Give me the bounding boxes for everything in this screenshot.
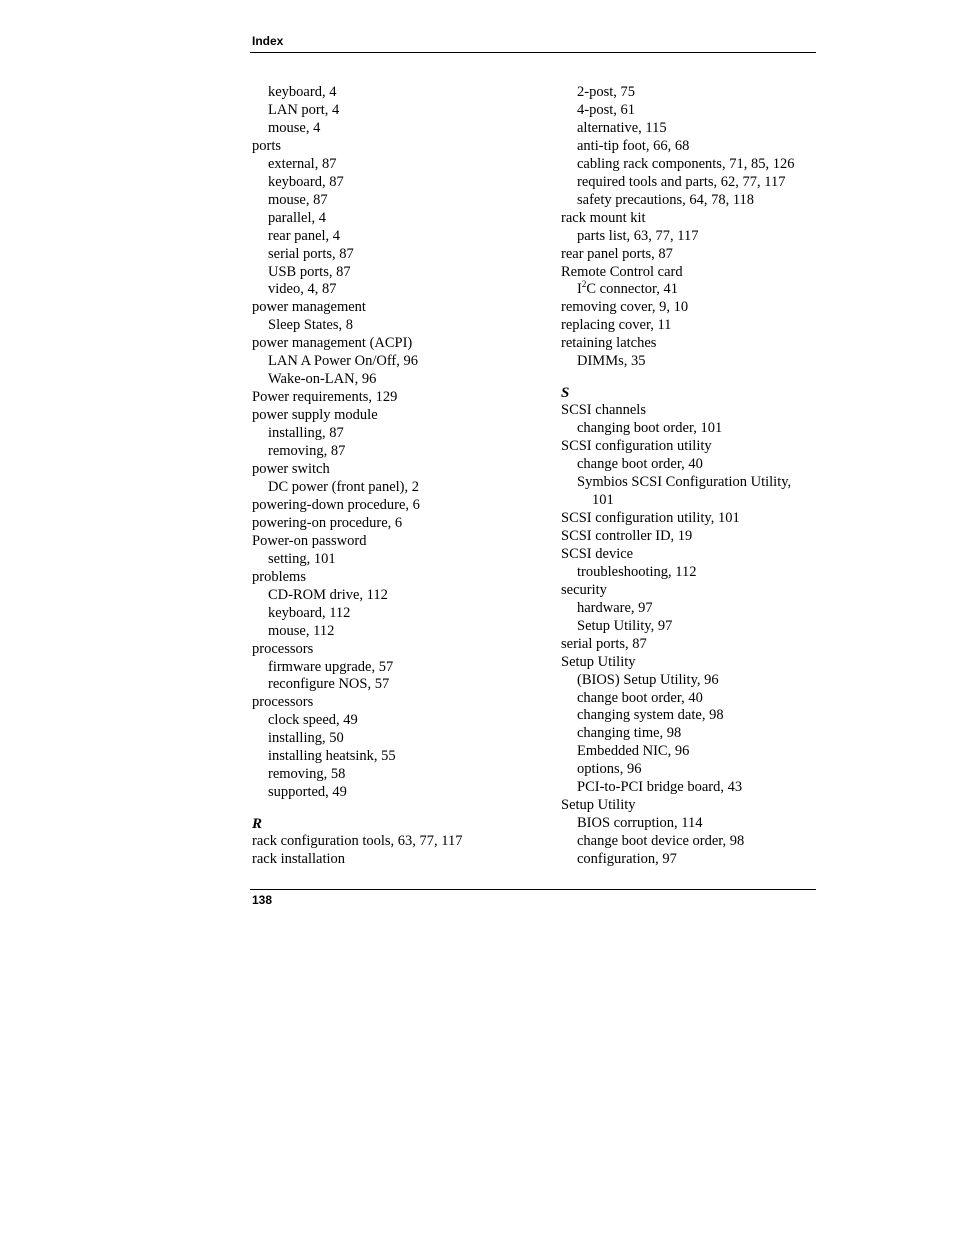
index-subentry: LAN A Power On/Off, 96 <box>268 353 418 370</box>
index-subentry: Wake-on-LAN, 96 <box>268 371 377 388</box>
index-subentry: 4-post, 61 <box>577 101 635 118</box>
running-header: Index <box>252 34 284 48</box>
index-subentry: troubleshooting, 112 <box>577 563 697 580</box>
index-subentry: keyboard, 112 <box>268 604 351 621</box>
index-column-right <box>561 84 823 869</box>
index-subentry: DC power (front panel), 2 <box>268 478 419 495</box>
index-entry: Power requirements, 129 <box>252 389 398 406</box>
index-subentry: installing heatsink, 55 <box>268 748 396 765</box>
index-subentry: safety precautions, 64, 78, 118 <box>577 191 755 208</box>
index-subentry: BIOS corruption, 114 <box>577 815 703 832</box>
index-subentry: changing system date, 98 <box>577 707 724 724</box>
index-entry: processors <box>252 694 314 711</box>
index-entry: Power-on password <box>252 532 367 549</box>
index-subentry-continuation: 101 <box>592 492 614 509</box>
index-subentry: installing, 50 <box>268 730 344 747</box>
index-entry: security <box>561 581 607 598</box>
index-subentry: mouse, 87 <box>268 191 328 208</box>
index-subentry: changing time, 98 <box>577 725 682 742</box>
index-subentry: anti-tip foot, 66, 68 <box>577 137 690 154</box>
page-number: 138 <box>252 893 273 907</box>
index-subentry: LAN port, 4 <box>268 101 340 118</box>
index-entry: power switch <box>252 461 330 478</box>
index-letter-heading: R <box>252 816 263 833</box>
index-subentry: USB ports, 87 <box>268 263 351 280</box>
index-entry: Setup Utility <box>561 653 636 670</box>
index-subentry: Setup Utility, 97 <box>577 617 673 634</box>
index-subentry: change boot device order, 98 <box>577 833 745 850</box>
index-subentry: changing boot order, 101 <box>577 420 723 437</box>
index-subentry: keyboard, 4 <box>268 84 337 100</box>
index-column-left <box>252 84 514 869</box>
index-subentry: mouse, 112 <box>268 622 335 639</box>
index-entry: processors <box>252 640 314 657</box>
index-subentry: external, 87 <box>268 155 337 172</box>
index-subentry: options, 96 <box>577 761 642 778</box>
index-entry: Remote Control card <box>561 263 683 280</box>
index-subentry: required tools and parts, 62, 77, 117 <box>577 173 786 190</box>
index-subentry: change boot order, 40 <box>577 456 703 473</box>
index-subentry: Symbios SCSI Configuration Utility, <box>577 474 792 491</box>
index-subentry: 2-post, 75 <box>577 84 635 100</box>
index-entry: SCSI device <box>561 545 634 562</box>
index-subentry: change boot order, 40 <box>577 689 703 706</box>
index-entry: powering-on procedure, 6 <box>252 514 403 531</box>
index-subentry: keyboard, 87 <box>268 173 344 190</box>
index-subentry: supported, 49 <box>268 784 347 801</box>
index-subentry: clock speed, 49 <box>268 712 358 729</box>
index-subentry: mouse, 4 <box>268 119 321 136</box>
index-subentry: hardware, 97 <box>577 599 653 616</box>
index-entry: SCSI configuration utility, 101 <box>561 509 740 526</box>
index-entry: SCSI channels <box>561 402 646 419</box>
index-entry: problems <box>252 568 306 585</box>
index-subentry: removing, 58 <box>268 766 346 783</box>
index-subentry: reconfigure NOS, 57 <box>268 676 390 693</box>
i2c-rest: C connector, 41 <box>586 281 678 298</box>
index-subentry: configuration, 97 <box>577 851 677 868</box>
index-entry: removing cover, 9, 10 <box>561 299 689 316</box>
index-entry: powering-down procedure, 6 <box>252 496 420 513</box>
index-letter-heading: S <box>561 385 570 402</box>
i2c-superscript: 2 <box>581 279 587 290</box>
index-subentry: PCI-to-PCI bridge board, 43 <box>577 779 743 796</box>
index-subentry: Sleep States, 8 <box>268 317 353 334</box>
index-entry: rack configuration tools, 63, 77, 117 <box>252 833 463 850</box>
index-subentry: DIMMs, 35 <box>577 353 646 370</box>
index-subentry: installing, 87 <box>268 425 344 442</box>
index-subentry: rear panel, 4 <box>268 227 341 244</box>
index-entry: retaining latches <box>561 335 657 352</box>
index-entry: power management <box>252 299 366 316</box>
footer-rule <box>250 889 816 890</box>
index-subentry: removing, 87 <box>268 443 346 460</box>
index-subentry: parts list, 63, 77, 117 <box>577 227 699 244</box>
index-entry: serial ports, 87 <box>561 635 647 652</box>
index-entry: replacing cover, 11 <box>561 317 672 334</box>
index-entry: power management (ACPI) <box>252 335 413 352</box>
index-subentry-i2c <box>561 281 823 299</box>
index-subentry: firmware upgrade, 57 <box>268 658 394 675</box>
index-entry: SCSI configuration utility <box>561 438 712 455</box>
index-subentry: CD-ROM drive, 112 <box>268 586 388 603</box>
index-subentry: video, 4, 87 <box>268 281 337 298</box>
index-entry: ports <box>252 137 281 154</box>
index-entry: rack mount kit <box>561 209 646 226</box>
index-entry: SCSI controller ID, 19 <box>561 527 693 544</box>
index-subentry: serial ports, 87 <box>268 245 354 262</box>
index-entry: rack installation <box>252 851 346 868</box>
index-entry: power supply module <box>252 407 378 424</box>
index-entry: rear panel ports, 87 <box>561 245 673 262</box>
index-subentry: setting, 101 <box>268 550 336 567</box>
header-rule <box>250 52 816 53</box>
i2c-prefix: I <box>577 281 582 298</box>
index-subentry: (BIOS) Setup Utility, 96 <box>577 671 719 688</box>
index-subentry: cabling rack components, 71, 85, 126 <box>577 155 795 172</box>
index-subentry: Embedded NIC, 96 <box>577 743 690 760</box>
index-entry: Setup Utility <box>561 797 636 814</box>
index-subentry: parallel, 4 <box>268 209 326 226</box>
index-subentry: alternative, 115 <box>577 119 667 136</box>
